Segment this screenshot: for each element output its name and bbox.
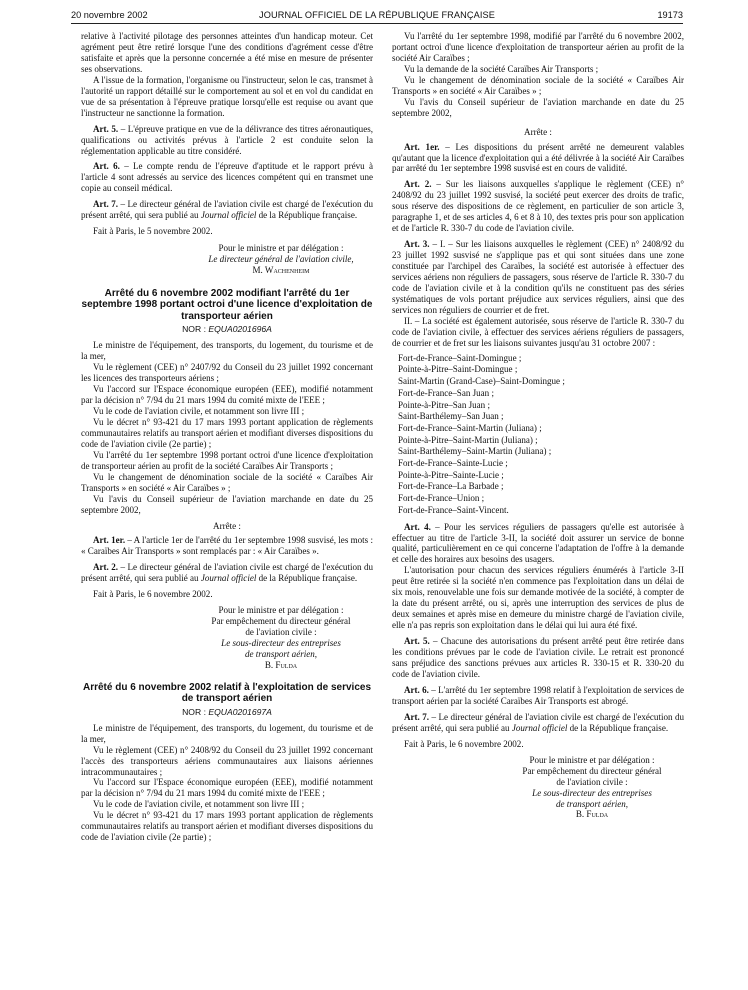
date-line: Fait à Paris, le 5 novembre 2002. (93, 226, 213, 237)
list-item: Fort-de-France–Union ; (398, 493, 485, 504)
paragraph: Vu le règlement (CEE) n° 2408/92 du Conseil du 23 juillet 1992 concernant l'accès des transporteurs aériens communautaires aux liaisons aériennes intracommunautaires ; (81, 744, 373, 777)
paragraph: Le ministre de l'équipement, des transports, du logement, du tourisme et de la mer, (81, 722, 373, 744)
paragraph: relative à l'activité pilotage des personnes atteintes d'un handicap moteur. Cet agrément peut être retiré lorsque l'une des conditions d'agrément cesse d'être satisfaite et après que la personne concernée a été mise en mesure de présenter ses observations. (81, 31, 373, 74)
date-line: Fait à Paris, le 6 novembre 2002. (93, 589, 213, 600)
article-4: Art. 4. – Pour les services réguliers de passagers qu'elle est autorisée à effectuer au titre de l'article 3-II, la société doit assurer un service de bonne qualité, particulièrement en ce qui concerne l'adaptation de l'offre à la demande et celle des horaires aux besoins des usagers. (392, 521, 684, 565)
list-item: Fort-de-France–La Barbade ; (398, 481, 504, 492)
page-header (71, 8, 683, 22)
article-6: Art. 6. – Le compte rendu de l'épreuve d'aptitude et le rapport prévu à l'article 4 sont adressés au service des licences compétent qui en transmet une copie au conseil médical. (81, 161, 374, 194)
article-5: Art. 5. – Chacune des autorisations du présent arrêté peut être retirée dans les conditions prévues par le code de l'aviation civile. Le retrait est prononcé sans préjudice des sanctions prévues aux articles R. 330-15 et R. 330-20 du code de l'aviation civile. (392, 636, 684, 679)
list-item: Saint-Barthélemy–San Juan ; (398, 411, 504, 422)
paragraph: Vu le décret n° 93-421 du 17 mars 1993 portant application de règlements communautaires relatifs au transport aérien et modifiant diverses dispositions du code de l'aviation civile (2e partie) ; (81, 416, 373, 449)
list-item: Saint-Barthélemy–Saint-Martin (Juliana) ; (398, 446, 552, 457)
article-1: Art. 1er. – A l'article 1er de l'arrêté du 1er septembre 1998 susvisé, les mots : « Caraïbes Air Transports » sont remplacés par : « Air Caraïbes ». (81, 535, 373, 557)
list-item: Pointe-à-Pitre–Saint-Domingue ; (398, 364, 518, 375)
arrete-heading: Arrête : (524, 126, 552, 137)
signature-block: Pour le ministre et par délégation : Le directeur général de l'aviation civile, M. Wachenheim (208, 243, 354, 276)
list-item: Fort-de-France–Saint-Vincent. (398, 504, 509, 515)
header-date: 20 novembre 2002 (71, 10, 148, 20)
decree-title: Arrêté du 6 novembre 2002 relatif à l'exploitation de services de transport aérien (82, 681, 372, 705)
list-item: Pointe-à-Pitre–Sainte-Lucie ; (398, 469, 504, 480)
paragraph: Vu l'arrêté du 1er septembre 1998 portant octroi d'une licence d'exploitation de transporteur aérien au profit de la société Caraïbes Air Transports ; (81, 449, 373, 471)
header-page-number: 19173 (657, 10, 683, 20)
article-7: Art. 7. – Le directeur général de l'aviation civile est chargé de l'exécution du présent arrêté, qui sera publié au Journal officiel de la République française. (81, 199, 374, 221)
paragraph: Vu l'arrêté du 1er septembre 1998, modifié par l'arrêté du 6 novembre 2002, portant octroi d'une licence d'exploitation de transporteur aérien au profit de la société Air Caraïbes ; (392, 31, 684, 63)
list-item: Saint-Martin (Grand-Case)–Saint-Domingue ; (398, 376, 565, 387)
paragraph: Vu le code de l'aviation civile, et notamment son livre III ; (93, 405, 305, 416)
list-item: Fort-de-France–Saint-Martin (Juliana) ; (398, 422, 542, 433)
list-item: Fort-de-France–Sainte-Lucie ; (398, 458, 508, 469)
article-2: Art. 2. – Sur les liaisons auxquelles s'applique le règlement (CEE) n° 2408/92 du 23 juillet 1992 susvisé, la société peut exercer des droits de trafic, sous réserve des dispositions de ce règlement, en particulier de son article 3, paragraphe 1, et de ses articles 4, 6 et 8 à 10, des textes pris pour son application et de l'article R. 330-7 du code de l'aviation civile. (392, 179, 684, 234)
paragraph: Le ministre de l'équipement, des transports, du logement, du tourisme et de la mer, (81, 340, 373, 362)
list-item: Fort-de-France–Saint-Domingue ; (398, 352, 522, 363)
article-6: Art. 6. – L'arrêté du 1er septembre 1998 relatif à l'exploitation de services de transport aérien par la société Caraïbes Air Transports est abrogé. (392, 684, 684, 706)
routes-list (392, 353, 684, 517)
list-item: Pointe-à-Pitre–San Juan ; (398, 399, 490, 410)
paragraph: Vu le code de l'aviation civile, et notamment son livre III ; (93, 799, 305, 810)
paragraph: Vu le décret n° 93-421 du 17 mars 1993 portant application de règlements communautaires relatifs au transport aérien et modifiant diverses dispositions du code de l'aviation civile (2e partie) ; (81, 810, 373, 843)
article-7: Art. 7. – Le directeur général de l'aviation civile est chargé de l'exécution du présent arrêté, qui sera publié au Journal officiel de la République française. (392, 711, 685, 733)
arrete-heading: Arrête : (213, 521, 241, 532)
paragraph: A l'issue de la formation, l'organisme ou l'instructeur, selon le cas, transmet à l'autorité un rapport détaillé sur le comportement au sol et en vol du candidat en vue de sa présentation à l'épreuve pratique lorsqu'elle est requise ou avant que l'instructeur ne sanctionne la formation. (81, 74, 373, 118)
list-item: Pointe-à-Pitre–Saint-Martin (Juliana) ; (398, 434, 538, 445)
article-2: Art. 2. – Le directeur général de l'aviation civile est chargé de l'exécution du présent arrêté, qui sera publié au Journal officiel de la République française. (81, 562, 374, 584)
article-3: Art. 3. – I. – Sur les liaisons auxquelles le règlement (CEE) n° 2408/92 du 23 juillet 1992 susvisé ne s'applique pas et qui sont situées dans une zone constituée par l'archipel des Caraïbes, la société est autorisée à effectuer des services aériens non réguliers de passagers, sous réserve de l'article R. 330-7 du code de l'aviation civile et à la condition qu'ils ne constituent pas des séries systématiques de vols portant préjudice aux services réguliers, ainsi que des services non réguliers de courrier et de fret. (392, 239, 685, 315)
paragraph: Vu l'avis du Conseil supérieur de l'aviation marchande en date du 25 septembre 2002, (81, 493, 373, 515)
list-item: Fort-de-France–San Juan ; (398, 387, 494, 398)
left-column (81, 31, 373, 843)
paragraph: Vu le changement de dénomination sociale de la société « Caraïbes Air Transports » en société « Air Caraïbes » ; (392, 74, 684, 96)
paragraph: Vu l'avis du Conseil supérieur de l'aviation marchande en date du 25 septembre 2002, (392, 96, 684, 118)
paragraph: Vu la demande de la société Caraïbes Air Transports ; (404, 63, 599, 74)
right-column (392, 31, 684, 820)
paragraph: Vu le règlement (CEE) n° 2407/92 du Conseil du 23 juillet 1992 concernant les licences des transporteurs aériens ; (81, 362, 373, 384)
decree-title: Arrêté du 6 novembre 2002 modifiant l'arrêté du 1er septembre 1998 portant octroi d'une licence d'exploitation de transporteur aérien (81, 288, 373, 322)
article-1: Art. 1er. – Les dispositions du présent arrêté ne demeurent valables qu'autant que la licence d'exploitation qui a été délivrée à la société Air Caraïbes par arrêté du 1er septembre 1998 susvisé est en cours de validité. (392, 141, 685, 174)
paragraph: II. – La société est également autorisée, sous réserve de l'article R. 330-7 du code de l'aviation civile, à effectuer des services aériens réguliers de passagers, de courrier et de fret sur les liaisons suivantes jusqu'au 31 octobre 2007 : (392, 315, 684, 348)
paragraph: Vu l'accord sur l'Espace économique européen (EEE), modifié notamment par la décision n° 7/94 du 21 mars 1994 du comité mixte de l'EEE ; (81, 777, 373, 799)
paragraph: L'autorisation pour chacun des services réguliers énumérés à l'article 3-II peut être retirée si la société n'en commence pas l'exploitation dans un délai de six mois, renouvelable une fois sur demande motivée de la société, à compter de la date du présent arrêté, ou si, après une interruption des services de plus de deux semaines et après mise en demeure du ministre chargé de l'aviation civile, elle n'a pas repris son exploitation dans le délai qui lui aura été fixé. (392, 565, 684, 631)
signature-block: Pour le ministre et par délégation : Par empêchement du directeur général de l'aviation civile : Le sous-directeur des entreprises de transport aérien, B. Fulda (211, 605, 351, 670)
paragraph: Vu le changement de dénomination sociale de la société « Caraïbes Air Transports » en société « Air Caraïbes » ; (81, 471, 373, 493)
paragraph: Vu l'accord sur l'Espace économique européen (EEE), modifié notamment par la décision n° 7/94 du 21 mars 1994 du comité mixte de l'EEE ; (81, 384, 373, 405)
nor-reference: NOR : EQUA0201696A (182, 324, 272, 335)
signature-block: Pour le ministre et par délégation : Par empêchement du directeur général de l'aviation civile : Le sous-directeur des entreprises de transport aérien, B. Fulda (522, 754, 662, 820)
header-journal-title: JOURNAL OFFICIEL DE LA RÉPUBLIQUE FRANÇAISE (259, 10, 495, 20)
nor-reference: NOR : EQUA0201697A (182, 706, 272, 717)
header-rule (71, 23, 683, 24)
date-line: Fait à Paris, le 6 novembre 2002. (404, 738, 524, 749)
article-5: Art. 5. – L'épreuve pratique en vue de la délivrance des titres aéronautiques, qualifications ou activités prévus à l'article 2 est conduite selon la réglementation applicable au titre considéré. (81, 123, 373, 156)
